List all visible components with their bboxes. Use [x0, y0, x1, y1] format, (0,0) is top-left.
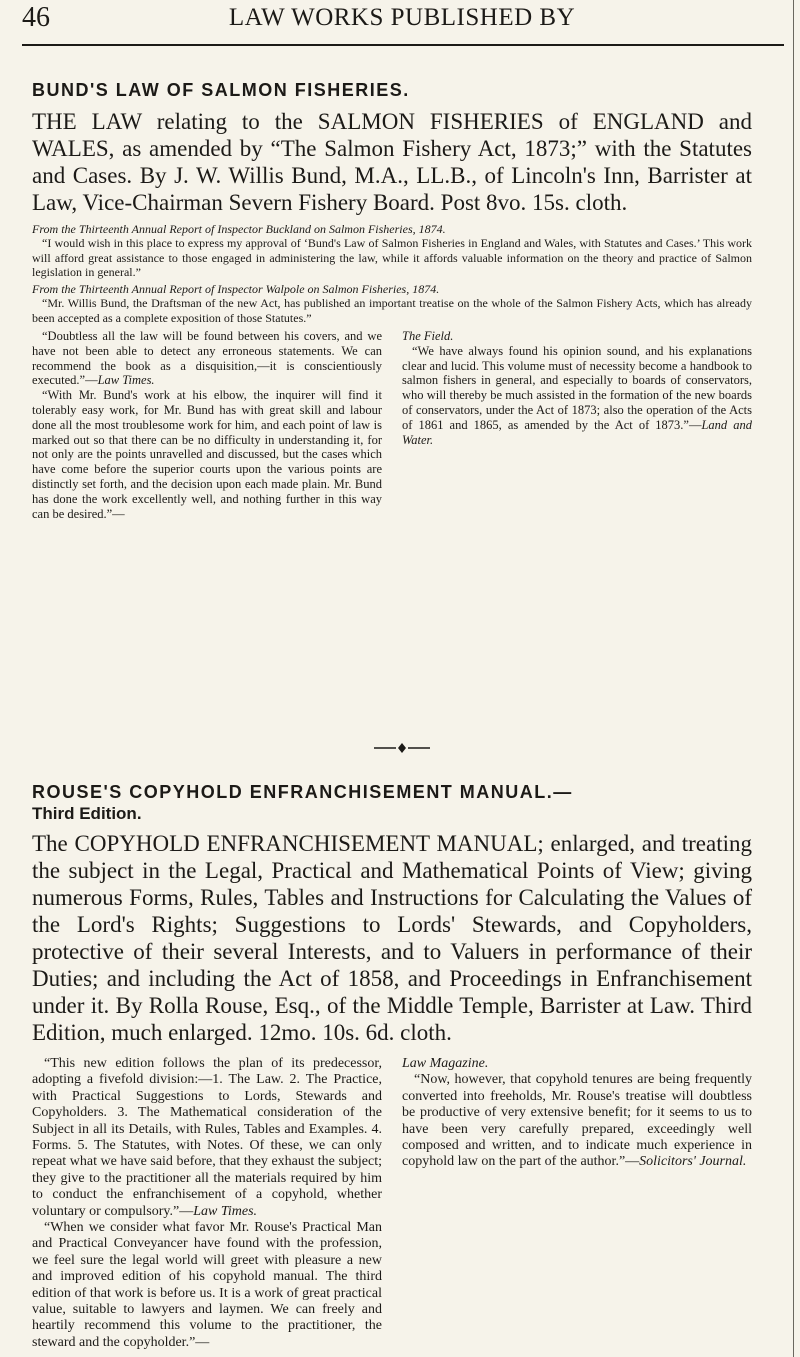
bund-review2-text: “Mr. Willis Bund, the Draftsman of the new Act, has published an important treatise on the whole of the Salmon Fishery Acts, which has already been accepted as a complete exposition of those Statutes.”: [32, 296, 752, 325]
section-divider-ornament: [372, 742, 432, 754]
rouse-left-review1-source: Law Times.: [193, 1203, 258, 1219]
bund-section: [32, 80, 752, 521]
bund-left-review1-source: Law Times.: [97, 373, 155, 388]
bund-right-review2-source: Land and Water.: [402, 417, 753, 447]
bund-left-column: [32, 329, 382, 521]
bund-review1-source: From the Thirteenth Annual Report of Inspector Buckland on Salmon Fisheries, 1874.: [32, 221, 446, 236]
rouse-right-column: [402, 1056, 752, 1351]
bund-lead: THE LAW relating to the SALMON FISHERIES of ENGLAND and WALES, as amended by “The Salmon Fishery Act, 1873;” with the Statutes and Cases. By J. W. Willis Bund, M.A., LL.B., of Lincoln's Inn, Barrister at Law, Vice-Chairman Severn Fishery Board. Post 8vo. 15s. cloth.: [32, 108, 752, 215]
rouse-lead: The COPYHOLD ENFRANCHISEMENT MANUAL; enlarged, and treating the subject in the Legal, Practical and Mathematical Points of View; giving numerous Forms, Rules, Tables and Instructions for Calculating the Values of the Lord's Rights; Suggestions to Lords' Stewards, and Copyholders, protective of their several Interests, and to Valuers in performance of their Duties; and including the Act of 1858, and Proceedings in Enfranchisement under it. By Rolla Rouse, Esq., of the Middle Temple, Barrister at Law. Third Edition, much enlarged. 12mo. 10s. 6d. cloth.: [32, 830, 752, 1045]
rouse-left-review2: “When we consider what favor Mr. Rouse's Practical Man and Practical Conveyancer have found with the profession, we feel sure the legal world will greet with pleasure a new and improved edition of his copyhold manual. The third edition of that work is before us. It is a work of great practical value, suitable to lawyers and laymen. We can freely and heartily recommend this volume to the practitioner, the steward and the copyholder.”—: [32, 1220, 382, 1350]
running-title: LAW WORKS PUBLISHED BY: [228, 4, 576, 31]
bund-left-review1: “Doubtless all the law will be found between his covers, and we have not been able to detect any erroneous statements. We can recommend the book as a disquisition,—it is conscientiously executed.”—: [32, 329, 382, 388]
page-edge-line: [793, 0, 794, 1357]
rouse-right-review1-source: Law Magazine.: [402, 1055, 489, 1071]
rouse-subheading: Third Edition.: [32, 803, 142, 823]
header-rule: [22, 44, 784, 46]
bund-heading: BUND'S LAW OF SALMON FISHERIES.: [32, 80, 410, 100]
rouse-left-column: [32, 1056, 382, 1351]
page-number: 46: [22, 2, 50, 33]
bund-review1-text: “I would wish in this place to express my approval of ‘Bund's Law of Salmon Fisheries in England and Wales, with Statutes and Cases.’ This work will afford great assistance to those engaged in administering the law, while it affords valuable information on the theory and practice of Salmon legislation in general.”: [32, 236, 752, 280]
bund-right-column: [402, 329, 752, 521]
rouse-right-review2: “Now, however, that copyhold tenures are being frequently converted into freeholds, Mr. Rouse's treatise will doubtless be productive of very extensive benefit; for it seems to us to have been very carefully prepared, exceedingly well composed and written, and to indicate much experience in copyhold law on the part of the author.”—: [402, 1072, 752, 1170]
rouse-heading: ROUSE'S COPYHOLD ENFRANCHISEMENT MANUAL.—: [32, 782, 573, 802]
rouse-section: [32, 782, 752, 1351]
bund-review2-source: From the Thirteenth Annual Report of Inspector Walpole on Salmon Fisheries, 1874.: [32, 281, 440, 296]
running-head: [22, 2, 782, 36]
rouse-left-review1: “This new edition follows the plan of its predecessor, adopting a fivefold division:—1. The Law. 2. The Practice, with Practical Suggestions to Lords, Stewards and Copyholders. 3. The Mathematical consideration of the Subject in all its Details, with Rules, Tables and Examples. 4. Forms. 5. The Statutes, with Notes. Of these, we can only repeat what we have said before, that they exhaust the subject; they give to the practitioner all the materials required by him to conduct the enfranchisement of a copyhold, whether voluntary or compulsory.”—: [32, 1055, 382, 1219]
bund-reviews-columns: [32, 329, 752, 521]
rouse-reviews-columns: [32, 1056, 752, 1351]
bund-right-review1-source: The Field.: [402, 329, 454, 344]
rouse-right-review2-source: Solicitors' Journal.: [639, 1154, 747, 1170]
bund-left-review2: “With Mr. Bund's work at his elbow, the inquirer will find it tolerably easy work, for Mr. Bund has with great skill and labour done all the most troublesome work for him, and each point of law is marked out so that there can be no difficulty in understanding it, for not only are the points unravelled and discussed, but the cases which have come before the superior courts upon the various points are distinctly set forth, and the decision upon each made plain. Mr. Bund has done the work excellently well, and nothing further in this way can be desired.”—: [32, 388, 382, 521]
bund-right-review2: “We have always found his opinion sound, and his explanations clear and lucid. This volume must of necessity become a handbook to salmon fishers in general, and especially to boards of conservators, who will thereby be much assisted in the formation of the new boards of conservators, under the Act of 1873; also the operation of the Acts of 1861 and 1865, as amended by the Act of 1873.”—: [402, 343, 752, 432]
